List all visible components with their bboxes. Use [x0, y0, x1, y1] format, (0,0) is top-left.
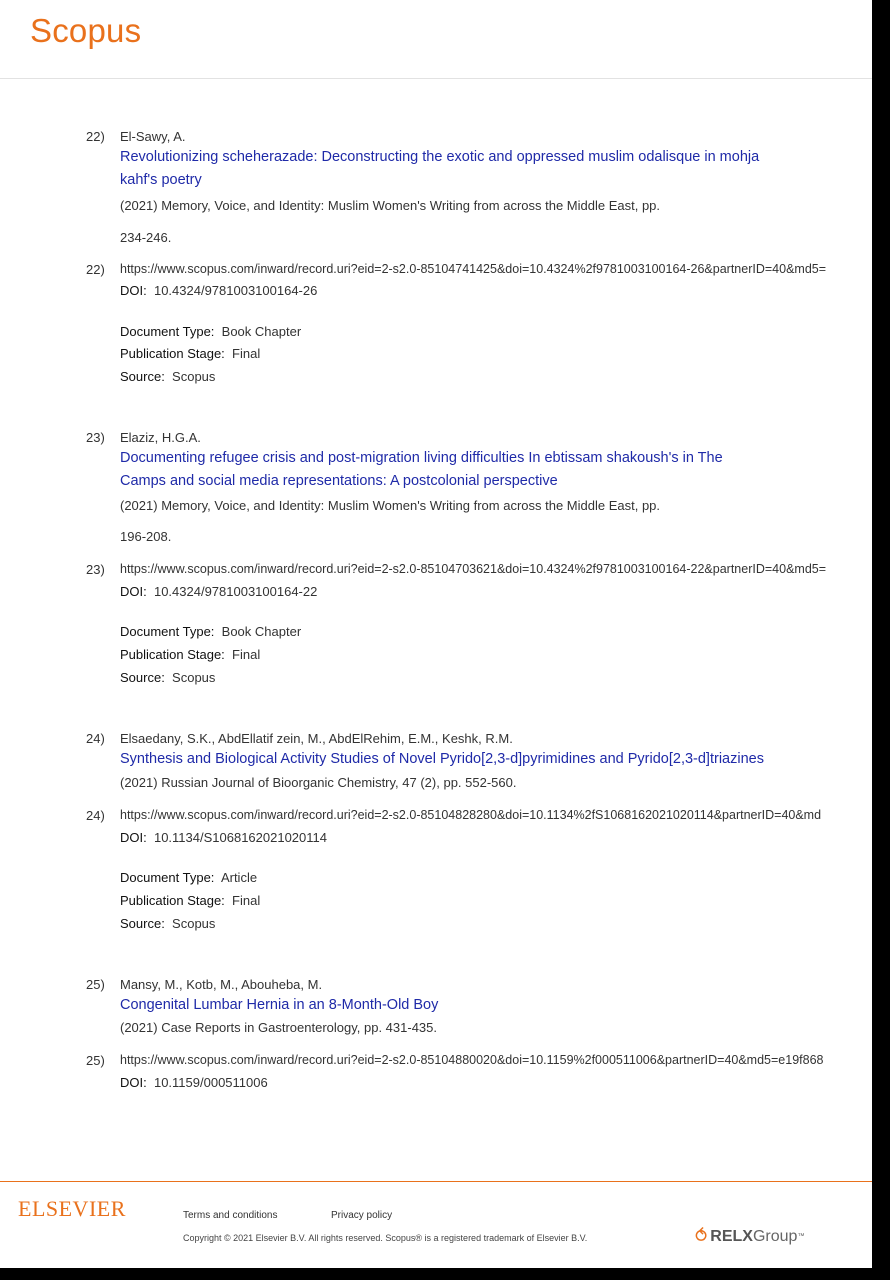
source-value: Scopus	[172, 670, 216, 685]
doi-label: DOI:	[120, 283, 147, 298]
entry-doi	[120, 1075, 268, 1090]
entry-source	[120, 670, 215, 685]
entry-citation: (2021) Memory, Voice, and Identity: Muslim Women's Writing from across the Middle East, pp.	[120, 198, 661, 213]
entry-number: 22)	[86, 262, 105, 277]
document-type-value: Book Chapter	[221, 324, 302, 339]
relx-group-text: Group	[752, 1227, 798, 1245]
relx-mark-icon: ⥀	[695, 1226, 708, 1246]
entry-number: 25)	[86, 977, 105, 992]
entry-url[interactable]: https://www.scopus.com/inward/record.uri?eid=2-s2.0-85104828280&doi=10.1134%2fS1068162021020114&partnerID=40&md	[120, 808, 822, 822]
entry-document-type	[120, 870, 257, 885]
header-divider	[0, 78, 872, 79]
doi-value: 10.4324/9781003100164-22	[153, 584, 318, 599]
entry-url[interactable]: https://www.scopus.com/inward/record.uri?eid=2-s2.0-85104703621&doi=10.4324%2f9781003100164-22&partnerID=40&md5=	[120, 562, 827, 576]
entry-title-link[interactable]: Camps and social media representations: A postcolonial perspective	[120, 473, 558, 489]
publication-stage-label: Publication Stage:	[120, 647, 225, 662]
entry-number: 22)	[86, 129, 105, 144]
entry-title-link[interactable]: Congenital Lumbar Hernia in an 8-Month-Old Boy	[120, 997, 439, 1013]
terms-link[interactable]: Terms and conditions	[183, 1210, 278, 1221]
scopus-logo: Scopus	[30, 12, 142, 49]
entry-url[interactable]: https://www.scopus.com/inward/record.uri?eid=2-s2.0-85104741425&doi=10.4324%2f9781003100164-26&partnerID=40&md5=	[120, 262, 827, 276]
publication-stage-value: Final	[232, 346, 261, 361]
entry-doi	[120, 283, 317, 298]
doi-label: DOI:	[120, 1075, 147, 1090]
entry-number: 24)	[86, 731, 105, 746]
doi-label: DOI:	[120, 584, 147, 599]
footer-divider	[0, 1181, 872, 1182]
relx-trademark: ™	[797, 1233, 805, 1240]
source-label: Source:	[120, 916, 165, 931]
publication-stage-label: Publication Stage:	[120, 346, 225, 361]
doi-value: 10.4324/9781003100164-26	[153, 283, 318, 298]
entry-number: 24)	[86, 808, 105, 823]
entry-number: 25)	[86, 1053, 105, 1068]
relx-text: RELX	[710, 1227, 753, 1245]
entry-title-link[interactable]: Documenting refugee crisis and post-migration living difficulties In ebtissam shakoush's in The	[120, 450, 723, 466]
entry-publication-stage	[120, 893, 260, 908]
entry-title-link[interactable]: kahf's poetry	[120, 172, 202, 188]
document-type-value: Book Chapter	[221, 624, 302, 639]
entry-citation: (2021) Russian Journal of Bioorganic Chemistry, 47 (2), pp. 552-560.	[120, 775, 517, 790]
entry-url[interactable]: https://www.scopus.com/inward/record.uri?eid=2-s2.0-85104880020&doi=10.1159%2f000511006&partnerID=40&md5=e19f868	[120, 1053, 824, 1067]
entry-publication-stage	[120, 647, 260, 662]
entry-number: 23)	[86, 562, 105, 577]
copyright-text: Copyright © 2021 Elsevier B.V. All rights reserved. Scopus® is a registered trademark of Elsevier B.V.	[183, 1233, 588, 1243]
entry-source	[120, 369, 215, 384]
source-label: Source:	[120, 369, 165, 384]
source-value: Scopus	[172, 916, 216, 931]
entry-pages: 196-208.	[120, 529, 172, 544]
privacy-link[interactable]: Privacy policy	[331, 1210, 393, 1221]
publication-stage-value: Final	[232, 893, 261, 908]
publication-stage-label: Publication Stage:	[120, 893, 225, 908]
entry-citation: (2021) Case Reports in Gastroenterology, pp. 431-435.	[120, 1020, 437, 1035]
document-type-label: Document Type:	[120, 324, 215, 339]
source-value: Scopus	[172, 369, 216, 384]
entry-authors: Mansy, M., Kotb, M., Abouheba, M.	[120, 977, 323, 992]
entry-authors: El-Sawy, A.	[120, 129, 186, 144]
entry-title-link[interactable]: Synthesis and Biological Activity Studies of Novel Pyrido[2,3-d]pyrimidines and Pyrido[2,3-d]triazines	[120, 751, 764, 767]
publication-stage-value: Final	[232, 647, 261, 662]
entry-publication-stage	[120, 346, 260, 361]
entry-document-type	[120, 624, 301, 639]
entry-title-link[interactable]: Revolutionizing scheherazade: Deconstructing the exotic and oppressed muslim odalisque in mohja	[120, 149, 760, 165]
document-type-value: Article	[220, 870, 258, 885]
entry-doi	[120, 830, 327, 845]
doi-label: DOI:	[120, 830, 147, 845]
relx-logo	[695, 1226, 804, 1247]
document-type-label: Document Type:	[120, 624, 215, 639]
doi-value: 10.1134/S1068162021020114	[153, 830, 327, 845]
source-label: Source:	[120, 670, 165, 685]
document-type-label: Document Type:	[120, 870, 215, 885]
doi-value: 10.1159/000511006	[153, 1075, 268, 1090]
elsevier-logo: ELSEVIER	[18, 1196, 126, 1221]
entry-number: 23)	[86, 430, 105, 445]
entry-document-type	[120, 324, 301, 339]
entry-pages: 234-246.	[120, 230, 172, 245]
entry-doi	[120, 584, 317, 599]
entry-citation: (2021) Memory, Voice, and Identity: Muslim Women's Writing from across the Middle East, pp.	[120, 498, 661, 513]
entry-authors: Elsaedany, S.K., AbdEllatif zein, M., AbdElRehim, E.M., Keshk, R.M.	[120, 731, 513, 746]
entry-authors: Elaziz, H.G.A.	[120, 430, 201, 445]
entry-source	[120, 916, 215, 931]
